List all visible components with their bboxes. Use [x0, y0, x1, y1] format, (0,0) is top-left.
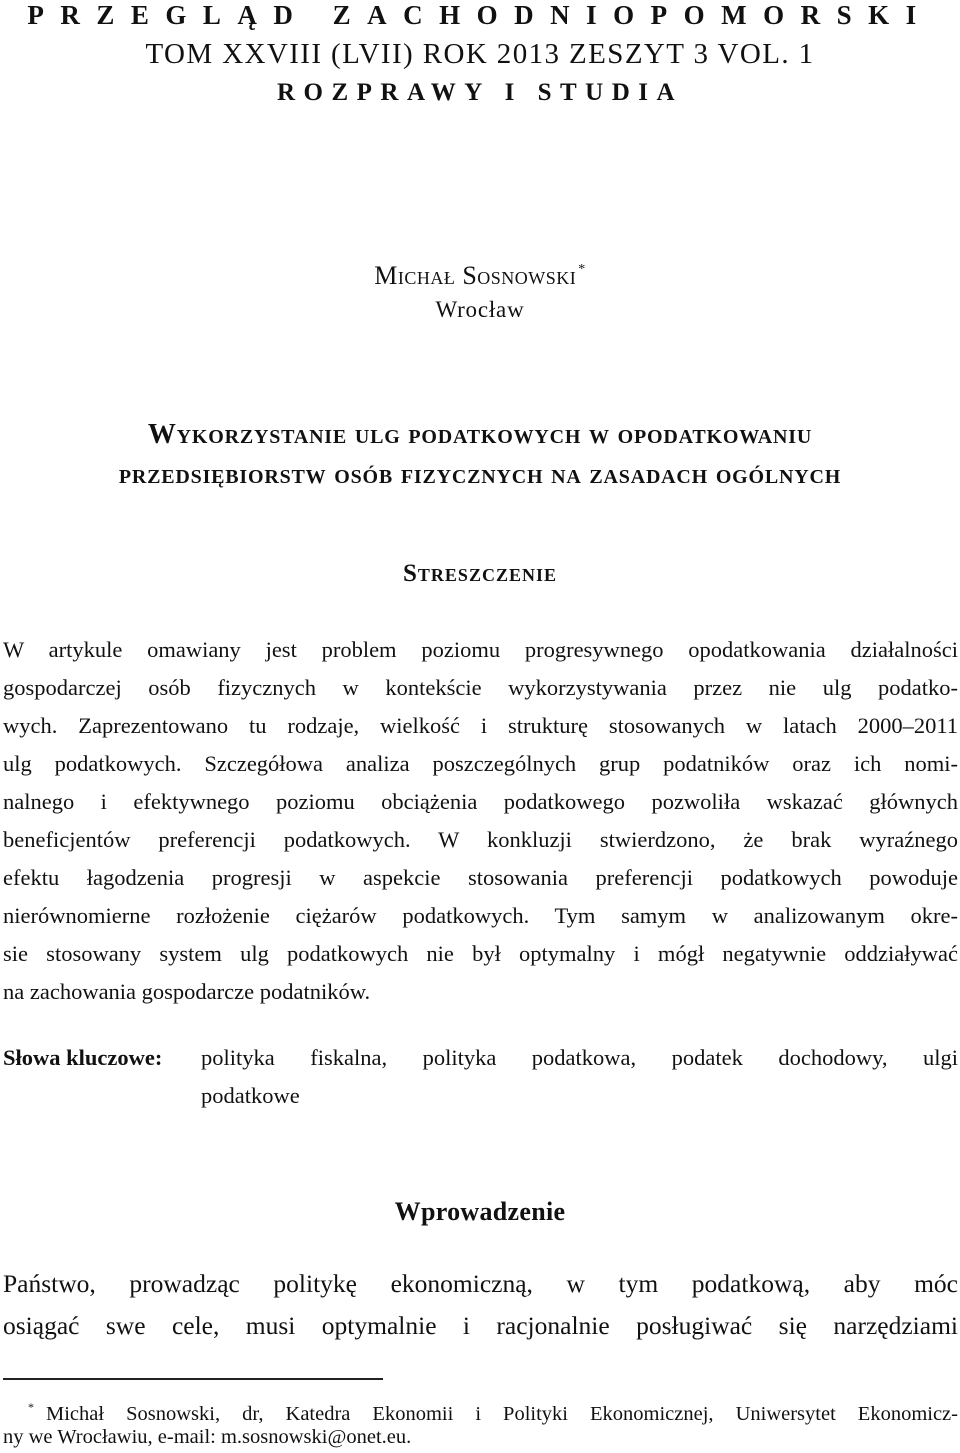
author-line — [0, 254, 960, 292]
keywords-line-1: polityka fiskalna, polityka podatkowa, podatek dochodowy, ulgi — [201, 1045, 958, 1070]
abstract-line: ulg podatkowych. Szczegółowa analiza poszczególnych grup podatników oraz ich nomi- — [3, 751, 958, 776]
body-text-line: osiągać swe cele, musi optymalnie i racjonalnie posługiwać się narzędziami — [3, 1311, 958, 1340]
keywords-label: Słowa kluczowe: — [3, 1045, 163, 1070]
introduction-heading: Wprowadzenie — [394, 1197, 566, 1226]
journal-title: PRZEGLĄD ZACHODNIOPOMORSKI — [27, 0, 933, 30]
abstract-line: W artykule omawiany jest problem poziomu progresywnego opodatkowania działalności — [3, 637, 958, 662]
abstract-line: efektu łagodzenia progresji w aspekcie stosowania preferencji podatkowych powoduje — [3, 865, 958, 890]
author-name: Michał Sosnowski — [374, 261, 577, 290]
footnote-text-1: Michał Sosnowski, dr, Katedra Ekonomii i Polityki Ekonomicznej, Uniwersytet Ekonomicz- — [46, 1403, 958, 1425]
author-footnote-mark[interactable]: * — [578, 262, 586, 277]
author-city: Wrocław — [435, 297, 525, 322]
abstract-heading: Streszczenie — [403, 560, 557, 587]
article-title-line-1: Wykorzystanie ulg podatkowych w opodatkowaniu — [147, 419, 813, 450]
footnote-divider — [3, 1378, 383, 1380]
abstract-line: na zachowania gospodarcze podatników. — [3, 979, 371, 1004]
abstract-line: beneficjentów preferencji podatkowych. W konkluzji stwierdzono, że brak wyraźnego — [3, 827, 958, 852]
footnote-mark: * — [28, 1400, 34, 1414]
volume-info: TOM XXVIII (LVII) ROK 2013 ZESZYT 3 VOL. 1 — [145, 38, 815, 70]
keywords-line-2: podatkowe — [201, 1083, 300, 1108]
body-text-line: Państwo, prowadząc politykę ekonomiczną, w tym podatkową, aby móc — [3, 1269, 958, 1298]
abstract-line: nalnego i efektywnego poziomu obciążenia podatkowego pozwoliła wskazać głównych — [3, 789, 958, 814]
abstract-line: nierównomierne rozłożenie ciężarów podatkowych. Tym samym w analizowanym okre- — [3, 903, 958, 928]
footnote-line-1 — [28, 1394, 958, 1427]
article-title-line-2: przedsiębiorstw osób fizycznych na zasadach ogólnych — [118, 459, 842, 490]
abstract-line: gospodarczej osób fizycznych w kontekście wykorzystywania przez nie ulg podatko- — [3, 675, 958, 700]
abstract-line: wych. Zaprezentowano tu rodzaje, wielkość i strukturę stosowanych w latach 2000–2011 — [3, 713, 958, 738]
abstract-line: sie stosowany system ulg podatkowych nie był optymalny i mógł negatywnie oddziaływać — [3, 941, 958, 966]
section-title: ROZPRAWY I STUDIA — [276, 79, 684, 106]
footnote-line-2: ny we Wrocławiu, e-mail: m.sosnowski@onet.eu. — [3, 1426, 412, 1448]
